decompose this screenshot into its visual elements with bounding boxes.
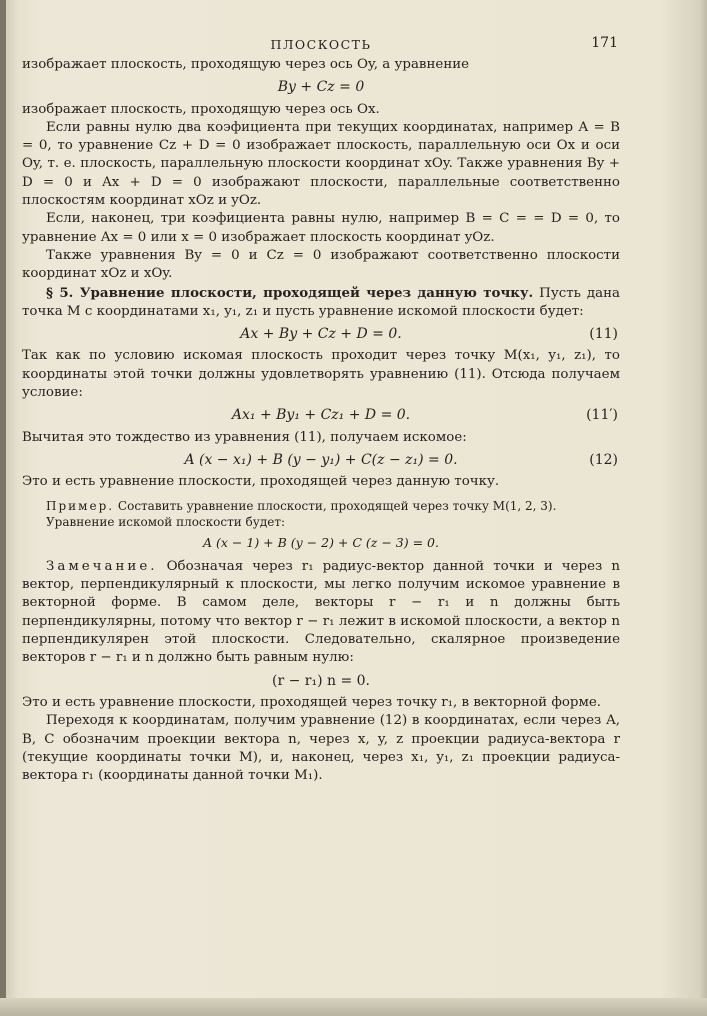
- equation-11-prime-body: Ax₁ + By₁ + Cz₁ + D = 0.: [231, 407, 411, 424]
- equation-11-prime-number: (11′): [586, 407, 618, 424]
- page-binding-edge: [0, 0, 6, 1016]
- paragraph-1: изображает плоскость, проходящую через ось Oy, а уравнение: [22, 57, 470, 72]
- remark-heading: Замечание.: [46, 558, 158, 574]
- remark-block: [22, 558, 620, 668]
- example-heading: Пример.: [46, 498, 115, 513]
- paragraph-5: Также уравнения By = 0 и Cz = 0 изображают соответственно плоскости координат xOz и xOy.: [22, 247, 620, 282]
- section-title: § 5. Уравнение плоскости, проходящей через данную точку.: [46, 284, 534, 301]
- page-header: [22, 34, 620, 56]
- page-bottom-edge: [0, 998, 707, 1016]
- example-equation: A (x − 1) + B (y − 2) + C (z − 3) = 0.: [203, 534, 439, 550]
- vector-equation: (r − r₁) n = 0.: [271, 672, 370, 689]
- paragraph-10: Переходя к координатам, получим уравнение (12) в координатах, если через A, B, C обозначим проекции вектора n, через x, y, z проекции радиуса-вектора r (текущие координаты точки M), и, наконец, через x₁, y₁, z₁ проекции радиуса-вектора r₁ (координаты данной точки M₁).: [22, 713, 620, 784]
- example-text: Составить уравнение плоскости, проходящей через точку M(1, 2, 3).: [117, 498, 557, 513]
- running-title: ПЛОСКОСТЬ: [270, 37, 372, 52]
- paragraph-7: Вычитая это тождество из уравнения (11), получаем искомое:: [22, 429, 467, 445]
- equation-11: [22, 325, 620, 343]
- page-number: 171: [591, 35, 618, 51]
- paragraph-9: Это и есть уравнение плоскости, проходящей через точку r₁, в векторной форме.: [22, 694, 602, 710]
- paragraph-4: Если, наконец, три коэфициента равны нулю, например B = C = = D = 0, то уравнение Ax = 0 или x = 0 изображает плоскость координат yOz.: [22, 211, 620, 245]
- paragraph-3: Если равны нулю два коэфициента при текущих координатах, например A = B = 0, то уравнение Cz + D = 0 изображает плоскость, параллельную оси Ox и оси Oy, т. е. плоскость, параллельную плоскости координат xOy. Также уравнения By + D = 0 и Ax + D = 0 изображают плоскости, параллельные соответственно плоскостям координат xOz и yOz.: [22, 119, 620, 209]
- equation-11-prime: [22, 406, 620, 424]
- paragraph-6: Так как по условию искомая плоскость проходит через точку M(x₁, y₁, z₁), то координаты этой точки должны удовлетворять уравнению (11). Отсюда получаем условие:: [22, 348, 620, 401]
- example-block: [22, 498, 620, 515]
- paragraph-2: изображает плоскость, проходящую через ось Ox.: [22, 101, 380, 117]
- equation-11-number: (11): [589, 326, 618, 343]
- equation-by-cz: By + Cz = 0: [277, 79, 365, 96]
- section-5: [22, 284, 620, 322]
- equation-12: [22, 451, 620, 469]
- equation-12-number: (12): [589, 451, 618, 468]
- remark-text: Обозначая через r₁ радиус-вектор данной точки и через n вектор, перпендикулярный к плоскости, мы легко получим искомое уравнение в векторной форме. В самом деле, векторы r − r₁ и n должны быть перпендикулярны, потому что вектор r − r₁ лежит в искомой плоскости, а вектор n перпендикулярен этой плоскости. Следовательно, скалярное произведение векторов r − r₁ и n должно быть равным нулю:: [22, 558, 620, 666]
- example-line-2: Уравнение искомой плоскости будет:: [46, 515, 286, 530]
- equation-11-body: Ax + By + Cz + D = 0.: [240, 326, 402, 343]
- section-text: Пусть дана точка M с координатами x₁, y₁, z₁ и пусть уравнение искомой плоскости будет:: [22, 285, 620, 319]
- page-content: [22, 34, 620, 785]
- paragraph-8: Это и есть уравнение плоскости, проходящей через данную точку.: [22, 474, 500, 490]
- equation-12-body: A (x − x₁) + B (y − y₁) + C(z − z₁) = 0.: [184, 451, 458, 468]
